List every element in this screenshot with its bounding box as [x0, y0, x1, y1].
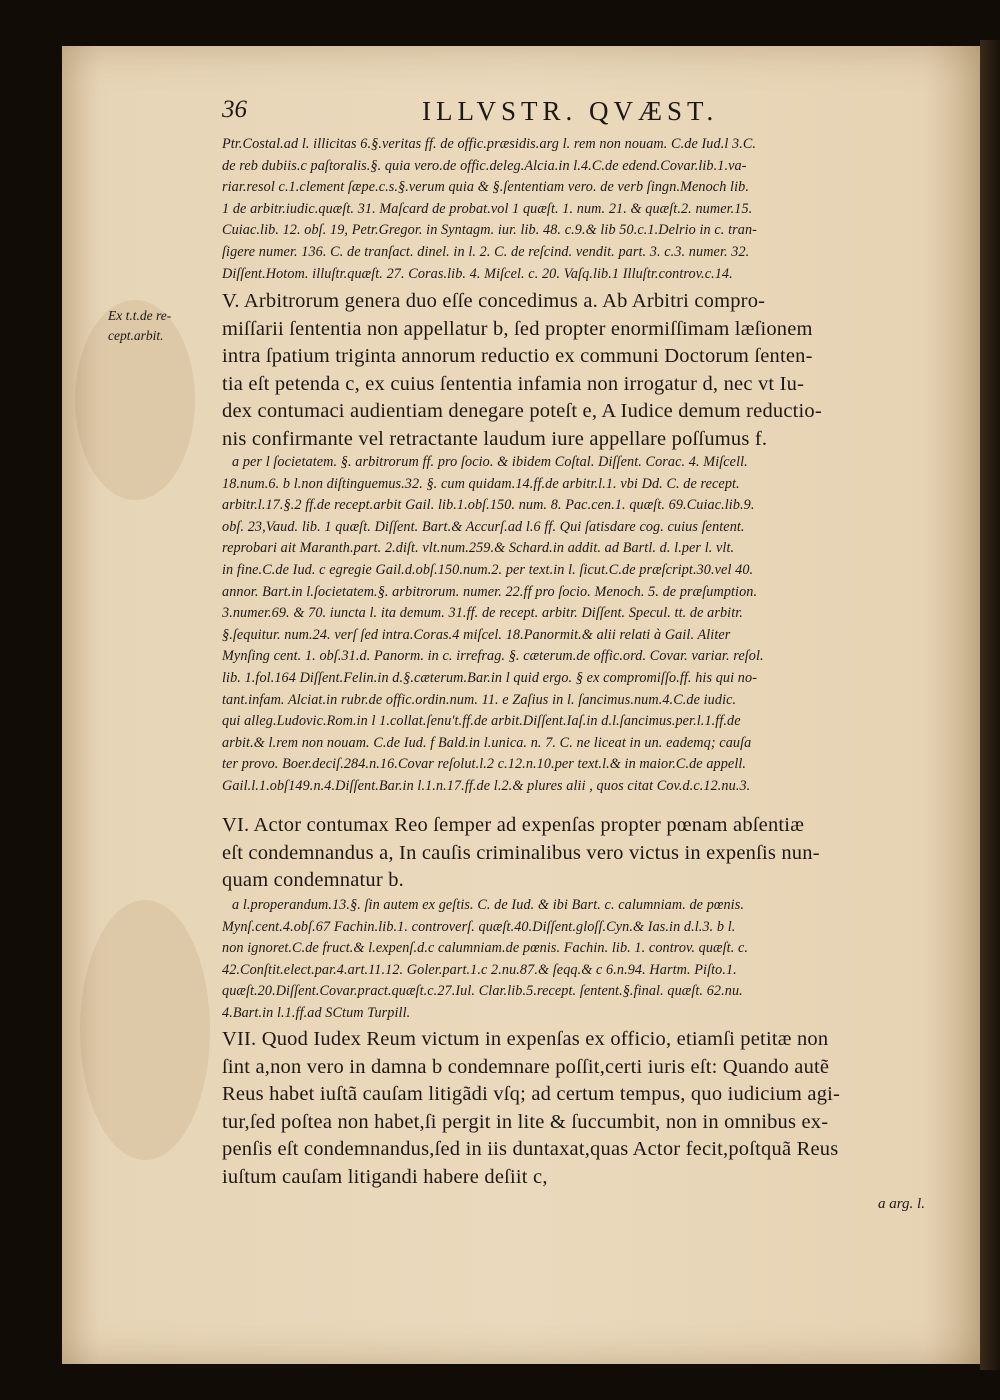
- margin-note-line: cept.arbit.: [108, 328, 164, 343]
- body-line: quam condemnatur b.: [222, 869, 404, 891]
- footnote-line: Cuiac.lib. 12. obſ. 19, Petr.Gregor. in Syntagm. iur. lib. 48. c.9.& lib 50.c.1.Delrio in c. tran-: [222, 222, 757, 239]
- section-vi-notes: [222, 895, 948, 1025]
- body-line: dex contumaci audientiam denegare poteſt e, A Iudice demum reductio-: [222, 400, 822, 422]
- note-line: Mynſ.cent.4.obſ.67 Fachin.lib.1. controverſ. quæſt.40.Diſſent.gloſſ.Cyn.& Ias.in d.l.3. b l.: [222, 918, 736, 935]
- note-line: tant.infam. Alciat.in rubr.de offic.ordin.num. 11. e Zaſius in l. ſancimus.num.4.C.de iudic.: [222, 691, 737, 708]
- note-line: Gail.l.1.obſ149.n.4.Diſſent.Bar.in l.1.n.17.ff.de l.2.& plures alii , quos citat Cov.d.c.12.nu.3.: [222, 777, 751, 794]
- note-line: annor. Bart.in l.ſocietatem.§. arbitrorum. numer. 22.ff pro ſocio. Menoch. 5. de præſumption.: [222, 583, 758, 600]
- note-line: Mynſing cent. 1. obſ.31.d. Panorm. in c. irrefrag. §. cæterum.de offic.ord. Covar. variar. reſol.: [222, 648, 764, 665]
- body-line: intra ſpatium triginta annorum reductio ex communi Doctorum ſenten-: [222, 345, 813, 367]
- body-line: miſſarii ſententia non appellatur b, ſed propter enormiſſimam læſionem: [222, 317, 813, 340]
- top-footnotes: [222, 134, 948, 285]
- catchword: a arg. l.: [878, 1196, 925, 1212]
- note-line: non ignoret.C.de fruct.& l.expenſ.d.c calumniam.de pœnis. Fachin. lib. 1. controv. quæſt. c.: [222, 940, 749, 957]
- body-line: penſis eſt condemnandus,ſed in iis duntaxat,quas Actor fecit,poſtquã Reus: [222, 1138, 839, 1160]
- section-v-text: [222, 288, 948, 453]
- note-line: obſ. 23,Vaud. lib. 1 quæſt. Diſſent. Bart.& Accurſ.ad l.6 ff. Qui ſatisdare cog. cuius ſentent.: [222, 518, 745, 535]
- body-line: VI. Actor contumax Reo ſemper ad expenſas propter pœnam abſentiæ: [222, 814, 805, 836]
- margin-note: [108, 306, 218, 346]
- note-line: reprobari ait Maranth.part. 2.diſt. vlt.num.259.& Schard.in addit. ad Bartl. d. l.per l. vlt.: [222, 540, 735, 557]
- note-line: a per l ſocietatem. §. arbitrorum ff. pro ſocio. & ibidem Coſtal. Diſſent. Corac. 4. Miſcell.: [232, 454, 748, 470]
- page-number: 36: [222, 96, 247, 123]
- body-line: V. Arbitrorum genera duo eſſe concedimus a. Ab Arbitri compro-: [222, 290, 766, 312]
- section-vii-text: [222, 1026, 948, 1191]
- body-line: Reus habet iuſtã cauſam litigãdi vſq; ad certum tempus, quo iudicium agi-: [222, 1083, 841, 1105]
- note-line: 3.numer.69. & 70. iuncta l. ita demum. 31.ff. de recept. arbitr. Diſſent. Specul. tt. de arbitr.: [222, 605, 743, 622]
- footnote-line: riar.resol c.1.clement ſæpe.c.s.§.verum quia & §.ſententiam vero. de verb ſingn.Menoch lib.: [222, 179, 749, 196]
- note-line: in fine.C.de Iud. c egregie Gail.d.obſ.150.num.2. per text.in l. ſicut.C.de præſcript.30.vel 40.: [222, 561, 754, 578]
- body-line: iuſtum cauſam litigandi habere deſiit c,: [222, 1165, 548, 1188]
- footnote-line: ſigere numer. 136. C. de tranſact. dinel. in l. 2. C. de reſcind. vendit. part. 3. c.3. numer. 32.: [222, 243, 750, 260]
- note-line: 42.Conſtit.elect.par.4.art.11.12. Goler.part.1.c 2.nu.87.& ſeqq.& c 6.n.94. Hartm. Piſto.1.: [222, 961, 737, 978]
- footnote-line: Ptr.Costal.ad l. illicitas 6.§.veritas ff. de offic.præsidis.arg l. rem non nouam. C.de Iud.l 3.C.: [222, 136, 757, 152]
- note-line: 4.Bart.in l.1.ff.ad SCtum Turpill.: [222, 1004, 411, 1021]
- body-line: eſt condemnandus a, In cauſis criminalibus vero victus in expenſis nun-: [222, 841, 820, 864]
- body-line: tia eſt petenda c, ex cuius ſententia infamia non irrogatur d, nec vt Iu-: [222, 372, 805, 395]
- footnote-line: de reb dubiis.c paſtoralis.§. quia vero.de offic.deleg.Alcia.in l.4.C.de edend.Covar.lib.1.va-: [222, 157, 747, 174]
- note-line: qui alleg.Ludovic.Rom.in l 1.collat.ſenu't.ff.de arbit.Diſſent.Iaſ.in d.l.ſancimus.per.l.1.ff.de: [222, 713, 741, 730]
- footnote-line: Diſſent.Hotom. illuſtr.quæſt. 27. Coras.lib. 4. Miſcel. c. 20. Vaſq.lib.1 Illuſtr.controv.c.14.: [222, 265, 733, 282]
- margin-note-line: Ex t.t.de re-: [108, 308, 172, 323]
- page-header: [222, 96, 962, 126]
- note-line: arbitr.l.17.§.2 ff.de recept.arbit Gail. lib.1.obſ.150. num. 8. Pac.cen.1. quæſt. 69.Cuiac.lib.9.: [222, 497, 755, 514]
- note-line: 18.num.6. b l.non diſtinguemus.32. §. cum quidam.14.ff.de arbitr.l.1. vbi Dd. C. de recept.: [222, 475, 740, 492]
- footnote-line: 1 de arbitr.iudic.quæſt. 31. Maſcard de probat.vol 1 quæſt. 1. num. 21. & quæſt.2. numer.15.: [222, 200, 753, 217]
- page-edge: [980, 40, 1000, 1370]
- note-line: arbit.& l.rem non nouam. C.de Iud. f Bald.in l.unica. n. 7. C. ne liceat in un. eademq; cauſa: [222, 734, 752, 751]
- note-line: ter provo. Boer.deciſ.284.n.16.Covar reſolut.l.2 c.12.n.10.per text.l.& in maior.C.de appell.: [222, 756, 747, 773]
- section-v-notes: [222, 452, 948, 798]
- body-line: VII. Quod Iudex Reum victum in expenſas ex officio, etiamſi petitæ non: [222, 1028, 829, 1050]
- section-vi-text: [222, 812, 948, 895]
- body-line: ſint a,non vero in damna b condemnare poſſit,certi iuris eſt: Quando autẽ: [222, 1055, 830, 1078]
- note-line: §.ſequitur. num.24. verſ ſed intra.Coras.4 miſcel. 18.Panormit.& alii relati à Gail. Aliter: [222, 626, 731, 643]
- body-line: nis confirmante vel retractante laudum iure appellare poſſumus f.: [222, 427, 768, 450]
- note-line: a l.properandum.13.§. ſin autem ex geſtis. C. de Iud. & ibi Bart. c. calumniam. de pœnis.: [232, 897, 744, 913]
- note-line: lib. 1.fol.164 Diſſent.Felin.in d.§.cæterum.Bar.in l quid ergo. § ex compromiſſo.ff. his qui no-: [222, 669, 758, 686]
- body-line: tur,ſed poſtea non habet,ſi pergit in lite & ſuccumbit, non in omnibus ex-: [222, 1110, 829, 1133]
- note-line: quæſt.20.Diſſent.Covar.pract.quæſt.c.27.Iul. Clar.lib.5.recept. ſentent.§.final. quæſt. 62.nu.: [222, 983, 743, 1000]
- running-head: ILLVSTR. QVÆST.: [422, 96, 719, 126]
